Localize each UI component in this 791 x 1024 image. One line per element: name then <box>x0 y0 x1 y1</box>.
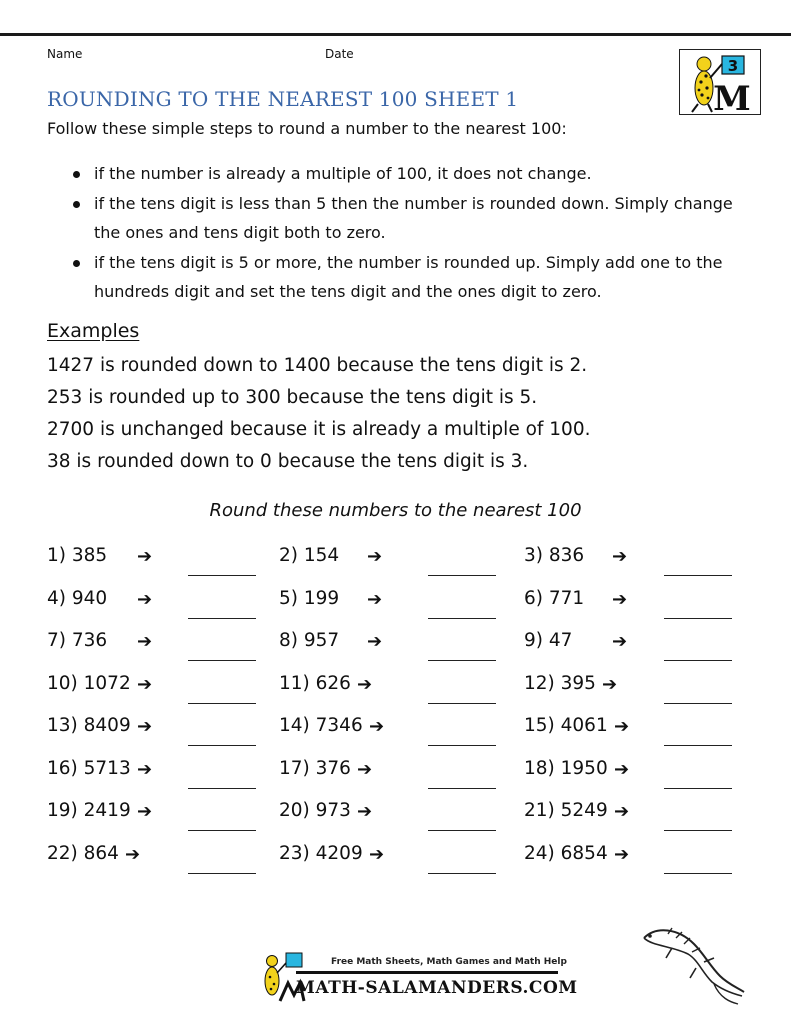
answer-blank[interactable] <box>428 660 496 661</box>
logo-letter: M <box>713 79 751 114</box>
grade-number: 3 <box>727 57 739 75</box>
question-label: 12) 395 <box>524 672 596 694</box>
arrow-icon: ➔ <box>612 631 628 652</box>
answer-blank[interactable] <box>664 703 732 704</box>
answer-blank[interactable] <box>664 618 732 619</box>
arrow-icon: ➔ <box>369 843 385 865</box>
answer-blank[interactable] <box>428 873 496 874</box>
answer-blank[interactable] <box>428 745 496 746</box>
bullet-icon <box>73 260 80 267</box>
answer-blank[interactable] <box>664 788 732 789</box>
question-label: 21) 5249 <box>524 800 608 821</box>
salamander-drawing-icon <box>638 918 748 1008</box>
arrow-icon: ➔ <box>125 843 141 865</box>
example-line: 1427 is rounded down to 1400 because the tens digit is 2. <box>47 355 588 376</box>
question-label: 4) 940 <box>47 587 108 609</box>
answer-blank[interactable] <box>188 575 256 576</box>
bullet-icon <box>73 201 80 208</box>
arrow-icon: ➔ <box>367 631 383 652</box>
arrow-icon: ➔ <box>137 673 153 695</box>
answer-blank[interactable] <box>428 788 496 789</box>
answer-blank[interactable] <box>664 745 732 746</box>
question-label: 19) 2419 <box>47 800 131 821</box>
answer-blank[interactable] <box>428 703 496 704</box>
intro-text: Follow these simple steps to round a number to the nearest 100: <box>47 119 567 138</box>
arrow-icon: ➔ <box>369 716 385 737</box>
answer-blank[interactable] <box>188 788 256 789</box>
question-label: 5) 199 <box>279 587 340 609</box>
question-label: 14) 7346 <box>279 715 363 736</box>
question-label: 1) 385 <box>47 545 108 566</box>
question-label: 11) 626 <box>279 672 351 694</box>
answer-blank[interactable] <box>188 660 256 661</box>
answer-blank[interactable] <box>188 618 256 619</box>
arrow-icon: ➔ <box>614 758 630 780</box>
question-label: 20) 973 <box>279 800 351 821</box>
answer-blank[interactable] <box>428 575 496 576</box>
footer-rule <box>296 971 558 974</box>
list-item: if the tens digit is 5 or more, the number is rounded up. Simply add one to the hundreds digit and set the tens digit and the ones digit to zero. <box>94 248 744 306</box>
answer-blank[interactable] <box>188 703 256 704</box>
list-item: if the number is already a multiple of 100, it does not change. <box>94 159 744 188</box>
arrow-icon: ➔ <box>137 631 153 652</box>
footer-tagline: Free Math Sheets, Math Games and Math Help <box>331 957 567 967</box>
question-label: 10) 1072 <box>47 672 131 694</box>
answer-blank[interactable] <box>664 575 732 576</box>
arrow-icon: ➔ <box>137 588 153 610</box>
question-label: 7) 736 <box>47 630 108 651</box>
arrow-icon: ➔ <box>357 673 373 695</box>
question-label: 24) 6854 <box>524 842 608 864</box>
question-label: 18) 1950 <box>524 757 608 779</box>
arrow-icon: ➔ <box>614 843 630 865</box>
example-line: 2700 is unchanged because it is already a multiple of 100. <box>47 419 591 440</box>
list-item: if the tens digit is less than 5 then the number is rounded down. Simply change the ones and tens digit both to zero. <box>94 189 744 247</box>
grade-logo <box>679 49 761 115</box>
worksheet-title: ROUNDING TO THE NEAREST 100 SHEET 1 <box>47 87 519 111</box>
date-label: Date <box>325 47 354 61</box>
arrow-icon: ➔ <box>137 801 153 822</box>
bullet-icon <box>73 171 80 178</box>
question-label: 3) 836 <box>524 545 585 566</box>
answer-blank[interactable] <box>664 830 732 831</box>
question-label: 16) 5713 <box>47 757 131 779</box>
footer-site-name: MATH-SALAMANDERS.COM <box>296 978 578 998</box>
question-label: 22) 864 <box>47 842 119 864</box>
arrow-icon: ➔ <box>612 546 628 567</box>
answer-blank[interactable] <box>664 873 732 874</box>
example-line: 38 is rounded down to 0 because the tens digit is 3. <box>47 451 529 472</box>
answer-blank[interactable] <box>428 830 496 831</box>
question-label: 2) 154 <box>279 545 340 566</box>
arrow-icon: ➔ <box>357 801 373 822</box>
arrow-icon: ➔ <box>137 546 153 567</box>
answer-blank[interactable] <box>664 660 732 661</box>
examples-list <box>47 350 590 478</box>
steps-list <box>94 159 744 307</box>
arrow-icon: ➔ <box>612 588 628 610</box>
top-rule <box>0 33 791 36</box>
arrow-icon: ➔ <box>602 673 618 695</box>
answer-blank[interactable] <box>428 618 496 619</box>
arrow-icon: ➔ <box>367 588 383 610</box>
arrow-icon: ➔ <box>137 716 153 737</box>
answer-blank[interactable] <box>188 830 256 831</box>
question-label: 15) 4061 <box>524 715 608 736</box>
salamander-icon <box>680 50 760 114</box>
answer-blank[interactable] <box>188 873 256 874</box>
question-label: 6) 771 <box>524 587 585 609</box>
example-line: 253 is rounded up to 300 because the tens digit is 5. <box>47 387 538 408</box>
answer-blank[interactable] <box>188 745 256 746</box>
question-label: 13) 8409 <box>47 715 131 736</box>
question-label: 8) 957 <box>279 630 340 651</box>
arrow-icon: ➔ <box>614 716 630 737</box>
arrow-icon: ➔ <box>367 546 383 567</box>
instruction-text: Round these numbers to the nearest 100 <box>209 500 582 521</box>
arrow-icon: ➔ <box>137 758 153 780</box>
question-label: 9) 47 <box>524 630 573 651</box>
examples-heading: Examples <box>47 320 140 342</box>
arrow-icon: ➔ <box>357 758 373 780</box>
name-label: Name <box>47 47 83 61</box>
question-label: 23) 4209 <box>279 842 363 864</box>
question-label: 17) 376 <box>279 757 351 779</box>
arrow-icon: ➔ <box>614 801 630 822</box>
